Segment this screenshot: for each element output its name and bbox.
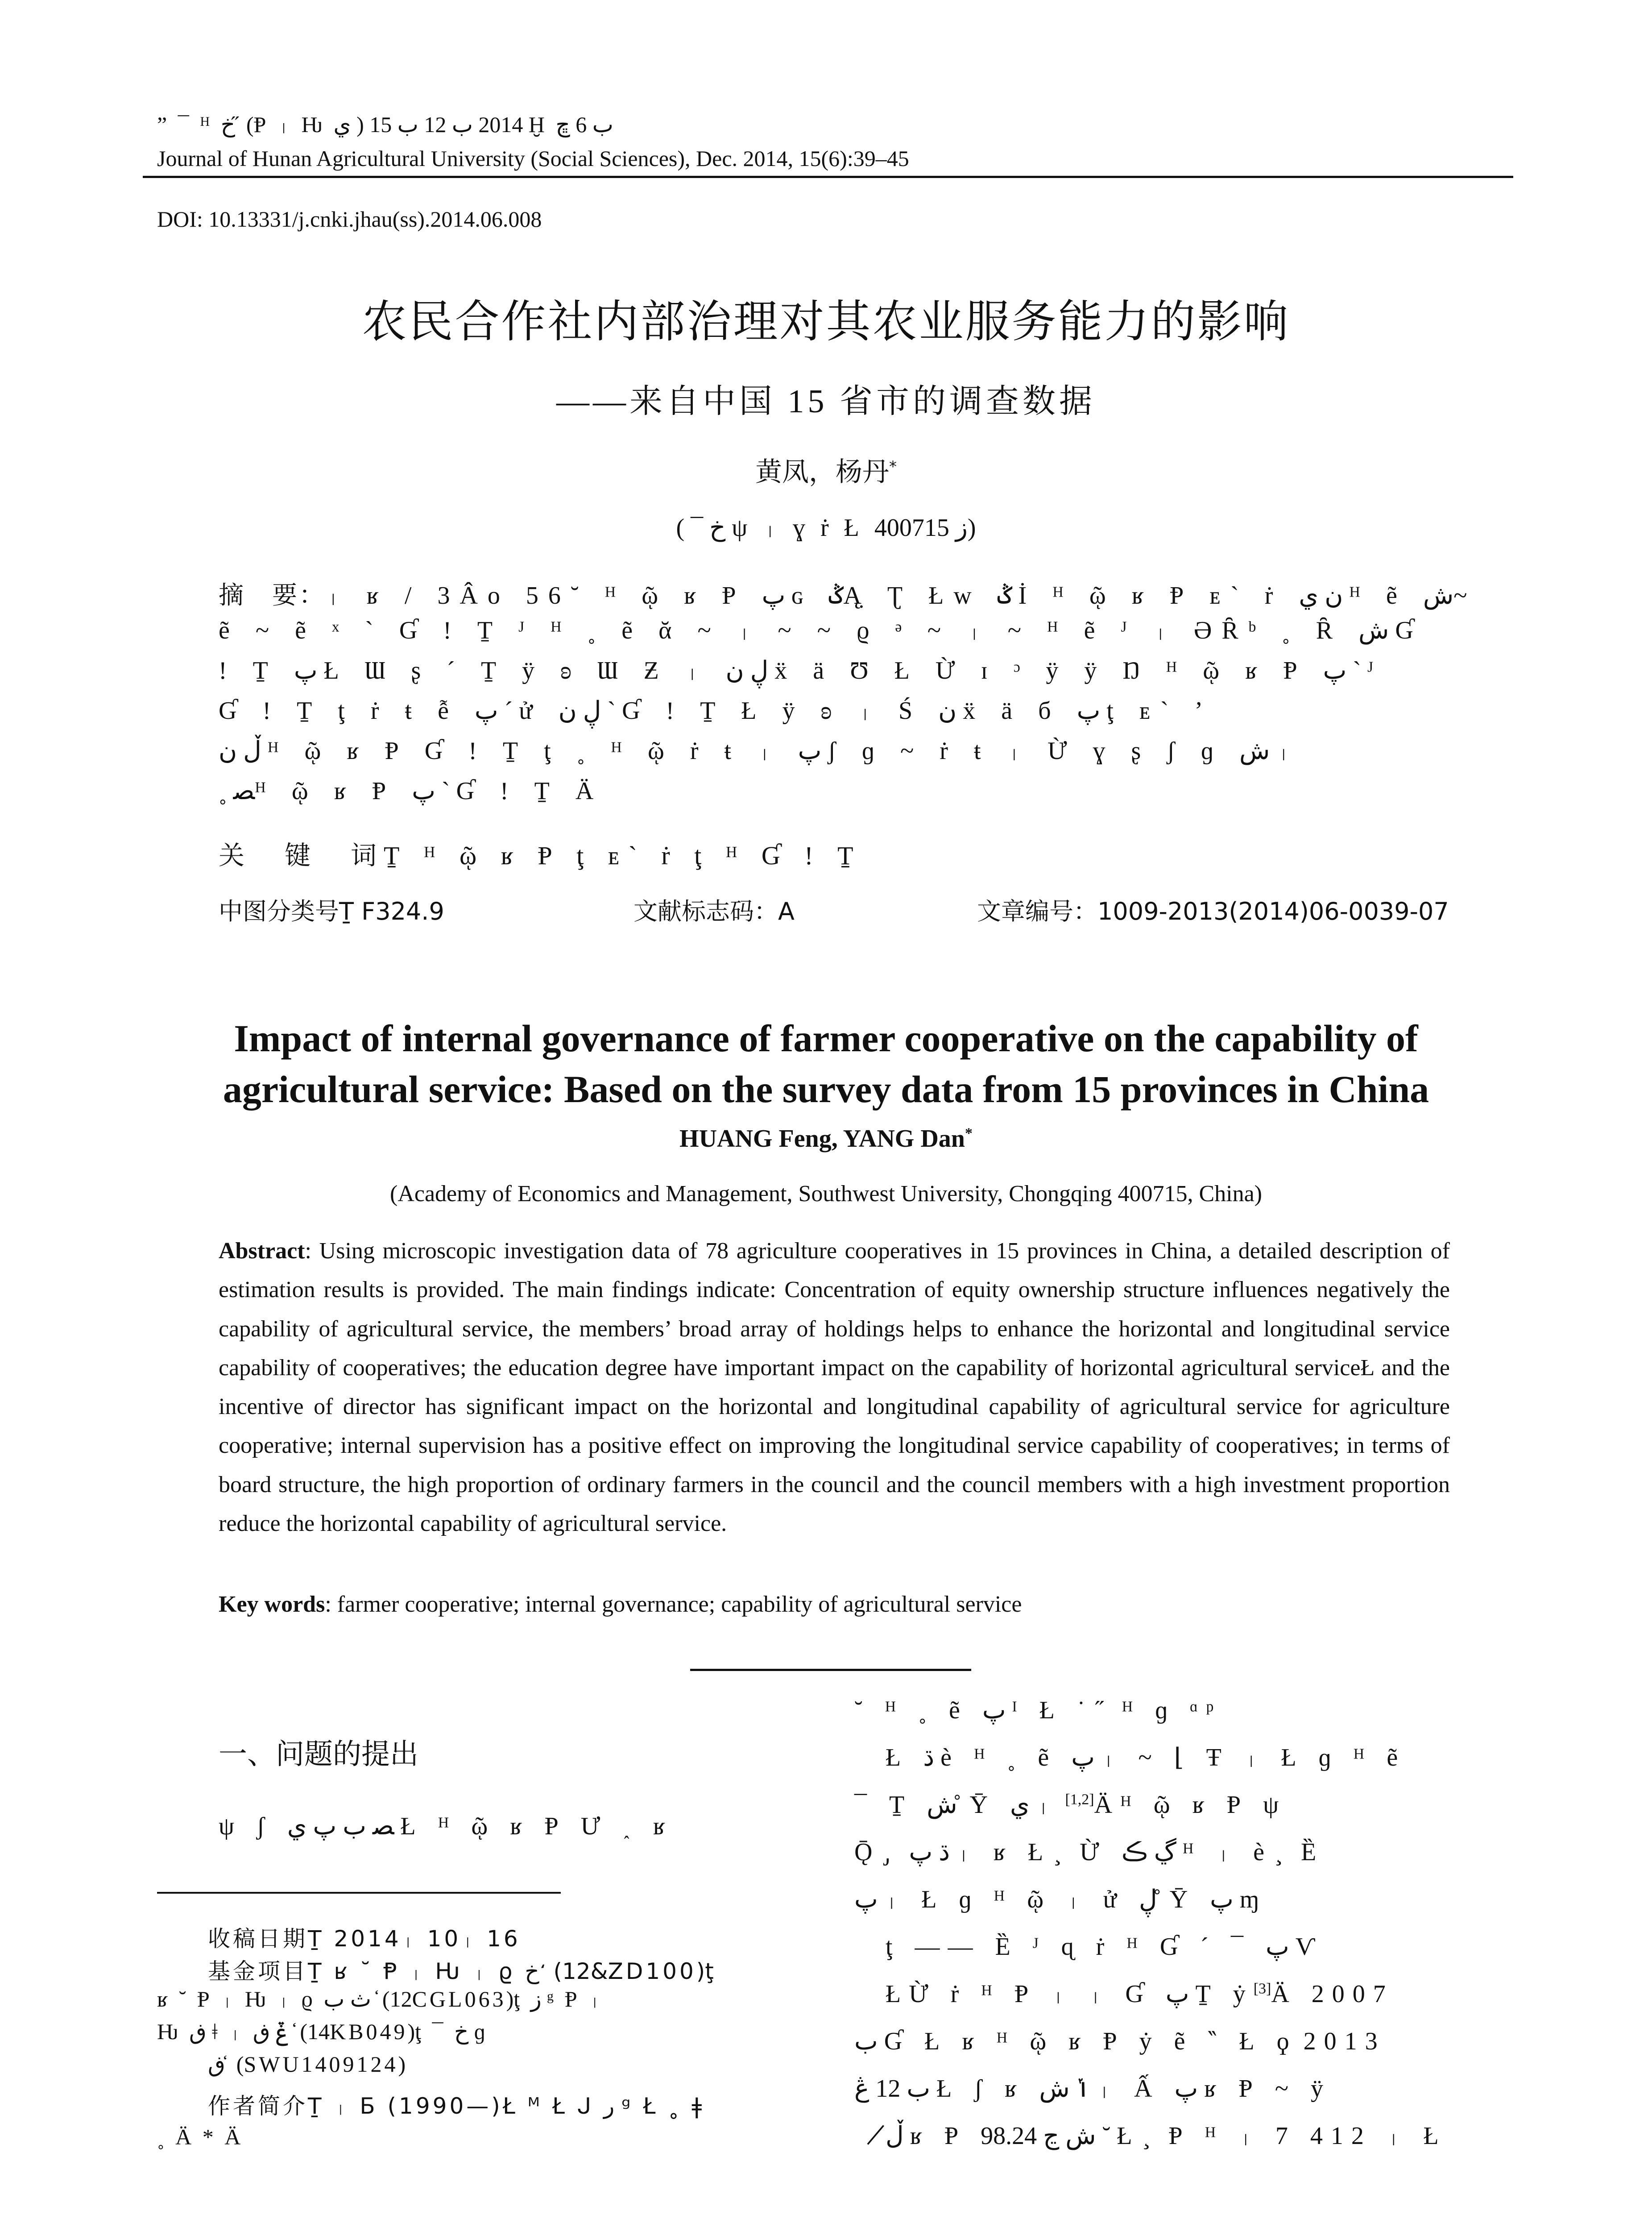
right-col-line-9: ب 12 ڠ Ł ʃ ʁ ݳ ش ᛧ Ấ ﭖ ʁ Ᵽ ~ ÿ — [854, 2075, 1332, 2102]
right-col-line-5: ﭖ ᛧ Ł ɡ ᴴ ῷ ᛧ ử ڸ ̊ Ȳ ﭖ ɱ — [854, 1886, 1267, 1913]
abstract-cn-line-4: Ɠ ! Ṯ ţ ṙ ŧ ễ ﭖ ´ ử ڸ ن ` Ɠ ! Ṯ Ł ÿ ʚ ᛧ Ś ن ẍ ä б ﭖ ţ ᴇ` ’ — [219, 697, 1213, 725]
abstract-en-text: : Using microscopic investigation data of 78 agriculture cooperatives in 15 provinces in China, a detailed description of estimation results is provided. The main findings indicate: Concentration of equity ownership structure influences negatively the capability of agricultural service, the members’ broad array of holdings helps to enhance the horizontal and longitudinal service capability of cooperatives; the education degree have important impact on the capability of horizontal agricultural serviceŁ and the incentive of director has significant impact on the horizontal and longitudinal capability of agricultural service for agriculture cooperative; internal supervision has a positive effect on improving the longitudinal service capability of cooperatives; in terms of board structure, the high proportion of ordinary farmers in the council and the council members with a high investment proportion reduce the horizontal capability of agricultural service. — [219, 1238, 1450, 1537]
footnote-author-2: ˳ Ä * Ä — [157, 2124, 244, 2149]
keywords-en — [219, 1591, 1022, 1617]
footnote-fund-2: ʁ ˘ Ᵽ ᛧ Ƕ ᛧ ϱ ث ب ̒ (12CGL063)ţ ﺯ ᵍ Ᵽ ᛧ — [157, 1986, 604, 2011]
right-col-line-4: Ǭ ̡ ڌ ﭖ ᛧ ʁ Ł ̧ Ừ ڲ ڪ ᴴ ᛧ è ̧ Ȅ — [854, 1838, 1325, 1866]
authors-cn-names: 黄凤，杨丹 — [755, 456, 889, 488]
section-heading-1: 一、问题的提出 — [219, 1738, 418, 1771]
keywords-cn-label: 关 键 词 — [219, 840, 384, 871]
citation-3: [3] — [1253, 1980, 1271, 1997]
keywords-en-label: Key words — [219, 1592, 325, 1617]
footnote-fund-3: Ƕ ڧ ǂ ᛧ ݞ ڧ ̒ (14KB049)ţ ¯ ﺥ ɡ — [157, 2019, 488, 2044]
abstract-cn-line-6: ˳ ﺼᴴ ῷ ʁ Ᵽ ﭖ ` Ɠ ! Ṯ Ä — [219, 777, 604, 805]
citation-1-2: [1,2] — [1065, 1791, 1094, 1808]
corresponding-mark-cn: * — [889, 458, 897, 476]
footnote-fund-4: ڧ ̒ (SWU1409124) — [208, 2052, 406, 2077]
right-col-line-3: ¯ Ṯ ش ̊ Ȳ ي ᛧ [1,2]Äᴴ ῷ ʁ Ᵽ ψ — [854, 1791, 1287, 1819]
corresponding-mark-en: * — [965, 1125, 973, 1142]
title-cn: 农民合作社内部治理对其农业服务能力的影响 — [362, 295, 1290, 348]
right-col-line-6: ţ —— Ȅ ᴶ ɋ ṙ ᴴ Ɠ ´ ¯ ﭖ Ѵ — [886, 1933, 1324, 1961]
footnote-rule — [157, 1892, 561, 1894]
affiliation-cn: ( ¯ ﺥ ψ ᛧ ɣ ṙ Ł ﺯ 400715) — [676, 514, 976, 542]
running-header-cn: ” ¯ ᴴ ﺥ ̋ (Ᵽ ᛧ Ƕ ي ) 2014 ب 12 ب 15 Ḫ ب 6 ﭾ — [157, 112, 613, 137]
footnote-fund-1: 基金项目Ṯ ʁ ˘ Ᵽ ᛧ Ƕ ᛧ ϱ ﺥ ̒ (12&ZD100)ţ — [208, 1958, 716, 1984]
abstract-en — [219, 1232, 1450, 1543]
right-col-line-1: ˘ ᴴ ˳ ẽ ﭖ ᴵ Ł ˙ ̋ ᴴ ɡ ᵅᵖ — [854, 1696, 1222, 1724]
authors-en — [0, 1124, 1652, 1153]
running-header-en: Journal of Hunan Agricultural University (Social Sciences), Dec. 2014, 15(6):39–45 — [157, 146, 909, 171]
title-en: Impact of internal governance of farmer cooperative on the capability of agricultural service: Based on the survey data from 15 provinces in China — [223, 1017, 1429, 1111]
article-number: 文章编号：1009-2013(2014)06-0039-07 — [977, 897, 1449, 925]
clc-number: 中图分类号Ṯ F324.9 — [219, 897, 444, 925]
authors-en-names: HUANG Feng, YANG Dan — [679, 1125, 965, 1153]
authors-cn — [0, 451, 1652, 489]
header-rule — [143, 176, 1513, 178]
right-col-line-2: Ł ڌ è ᴴ ˳ ẽ ﭖ ᛧ ~ ⌊ Ŧ ᛧ Ł ɡ ᴴ ẽ — [886, 1744, 1406, 1771]
keywords-en-text: : farmer cooperative; internal governance; capability of agricultural service — [325, 1592, 1022, 1617]
keywords-cn-text: Ṯ ᴴ ῷ ʁ Ᵽ ţ ᴇ` ṙ ţ ᴴ Ɠ ! Ṯ — [384, 841, 862, 870]
doi: DOI: 10.13331/j.cnki.jhau(ss).2014.06.008 — [157, 207, 542, 232]
abstract-cn-line-1: 摘 要：ᛧ ʁ / 3Âo 56˘ ᴴ ῷ ʁ Ᵽ ﭖ ɢ ݣĄ̣ Ʈ Łw ݣ İ ᴴ ῷ ʁ Ᵽ ᴇ` ṙ ن ي ᴴ ẽ ش~ — [219, 581, 1467, 610]
abstract-cn-label: 摘 要： — [219, 581, 326, 610]
right-col-line-10: ڵ̸ ʁ Ᵽ ش ڃ 98.24 ˘ Ł ̧ Ᵽ ᴴ ᛧ 7 412 ᛧ Ł — [886, 2122, 1447, 2150]
subtitle-cn: ——来自中国 15 省市的调查数据 — [556, 383, 1096, 420]
abstract-cn-line-3: ! Ṯ ﭖ Ł Ɯ ʂ ˊ Ṯ ÿ ʚ Ɯ Ƶ ᛧ ڸ ن ẍ ä Ʊ Ł Ừ ɪ ᵓ ÿ ÿ Ŋ ᴴ ῷ ʁ Ᵽ ﭖ ` ᴶ — [219, 657, 1383, 684]
right-col-line-8: ب Ɠ Ł ʁ ᴴ ῷ ʁ Ᵽ ẏ ẽ ‶ Ł ϙ 2013 — [854, 2028, 1386, 2055]
abstract-separator — [690, 1669, 971, 1671]
section-1-first-line: ψ ʃ ﺼ ب ﭖ ي Ł ᴴ ῷ ʁ Ᵽ Ư ˰ ʁ — [219, 1812, 674, 1840]
right-col-line-7: ŁỪ ṙ ᴴ Ᵽ ᛧ ᛧ Ɠ ﭖ Ṯ ẏ[3]Ä 2007 — [886, 1980, 1394, 2008]
abstract-en-label: Abstract — [219, 1238, 305, 1264]
footnote-received: 收稿日期Ṯ 2014ᛧ 10ᛧ 16 — [208, 1926, 521, 1952]
abstract-cn-line-2: ẽ ~ ẽ ˣ ` Ɠ ! Ṯ ᴶ ᴴ ˳ ẽ ᾰ ~ ᛧ ~ ~ ϱ ᵊ ~ ᛧ ~ ᴴ ẽ ᴶ ᛧ ӘȒᵇ ˳ Ȓ ش Ɠ — [219, 617, 1423, 644]
document-code: 文献标志码：A — [633, 897, 795, 925]
affiliation-en: (Academy of Economics and Management, Southwest University, Chongqing 400715, China) — [390, 1181, 1262, 1207]
abstract-cn-line-5: ڵ ن ᴴ ῷ ʁ Ᵽ Ɠ ! Ṯ ţ ˳ ᴴ ῷ ṙ ŧ ᛧ ﭖ ʃ ɡ ~ ṙ ŧ ᛧ Ừ ɣ ʂ ʃ ɡ ش ᛧ — [219, 737, 1301, 765]
keywords-cn — [219, 834, 862, 872]
footnote-author-1: 作者简介Ṯ ᛧ Б (1990—)Ł ᴹ Ł ᒍ ر ᵍ Ł ˳ ǂ — [208, 2093, 705, 2119]
year-2013: 2013 — [1303, 2028, 1386, 2055]
